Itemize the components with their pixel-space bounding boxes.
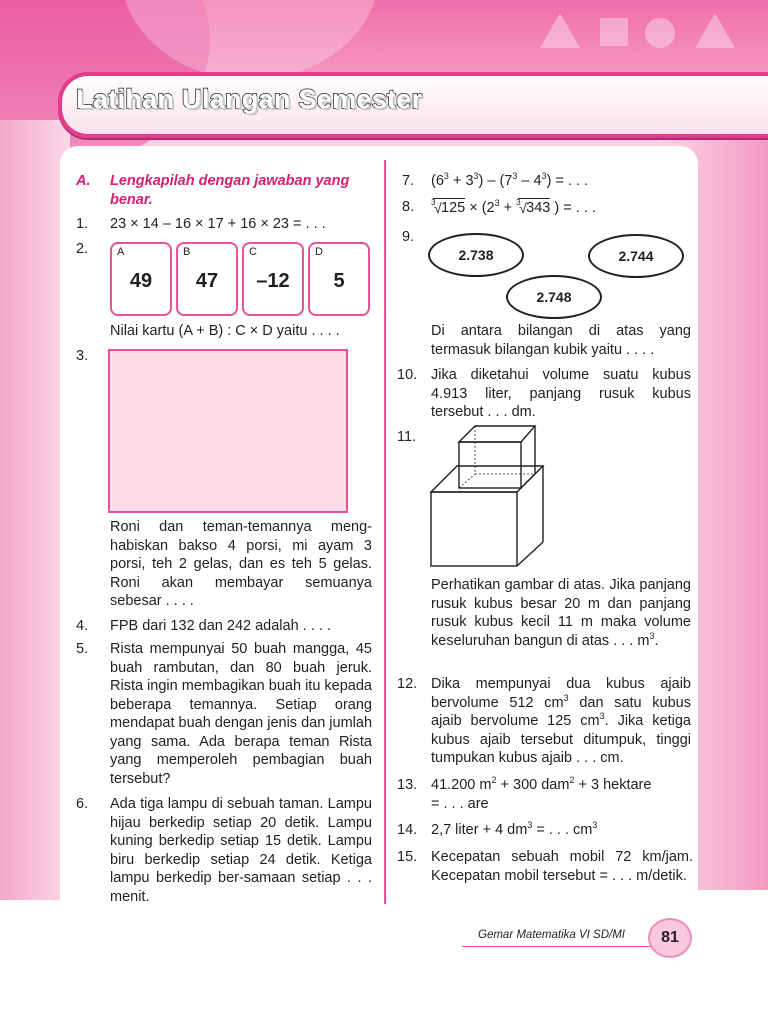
number-oval: 2.738: [428, 233, 524, 277]
question-13-text: 41.200 $m^2 + 300$ dam$^2$ + 3 hektare = . . . are: [431, 775, 652, 812]
question-7-text: $(6^3 + 3^3) - (7^3 - 4^3)$ = . . .: [431, 171, 589, 189]
instruction-line: Lengkapilah dengan jawaban yang: [110, 173, 350, 189]
card-value: 5: [333, 270, 345, 292]
question-6-text: Ada tiga lampu di sebuah taman. Lampu hijau berkedip setiap 20 detik. Lampu kuning berkedip setiap 15 detik. Lampu biru berkedip setiap 24 detik. Ketiga lampu berkedip ber-samaan setiap . . . menit.: [110, 796, 372, 905]
question-3-text: Roni dan teman-temannya meng-habiskan bakso 4 porsi, mi ayam 3 porsi, teh 2 gelas, dan es teh 5 gelas. Roni akan membayar semuanya sebesar . . . .: [110, 519, 372, 609]
card-value: 49: [129, 270, 153, 292]
card-a: [110, 242, 172, 316]
card-c: [242, 242, 304, 316]
q12-part: . Jika ketiga kubus ajaib tersebut ditumpuk, tinggi tumpukan kubus ajaib . . . cm.: [431, 713, 691, 766]
instruction-line: benar.: [110, 191, 153, 208]
question-9-text: Di antara bilangan di atas yang termasuk bilangan kubik yaitu . . . .: [431, 323, 691, 358]
price-list-image: [108, 349, 348, 513]
book-title: Gemar Matematika VI SD/MI: [478, 929, 625, 941]
question-8-text: 3 √ $125 \times (2^3$ + 3 √ 343 ) = . . .: [431, 198, 596, 216]
question-number: 13.: [397, 777, 418, 793]
question-number: 6.: [76, 796, 89, 812]
question-10-text: Jika diketahui volume suatu kubus 4.913 liter, panjang rusuk kubus tersebut . . . dm.: [431, 367, 691, 420]
card-d: [308, 242, 370, 316]
bottom-area: [0, 900, 768, 1024]
card-label: A: [117, 246, 125, 258]
question-number: 1.: [76, 216, 89, 232]
footer-rule: [462, 946, 672, 947]
question-number: 3.: [76, 348, 89, 364]
section-instruction: [110, 172, 378, 209]
question-number: 14.: [397, 822, 418, 838]
question-number: 11.: [397, 429, 417, 445]
question-14-text: 2,7 liter + 4 $dm^3$ = . . . $cm^3$: [431, 820, 598, 838]
question-number: 10.: [397, 367, 418, 383]
question-number: 5.: [76, 641, 89, 657]
card-value: –12: [256, 270, 290, 292]
q12-part: Dika mempunyai dua kubus ajaib bervolume 512 cm: [431, 676, 691, 711]
card-label: D: [315, 246, 323, 258]
page-number: 81: [648, 918, 692, 958]
question-1-text: 23 × 14 – 16 × 17 + 16 × 23 = . . .: [110, 216, 326, 232]
question-number: 4.: [76, 618, 89, 634]
card-value: 47: [195, 270, 219, 292]
question-number: 7.: [402, 173, 415, 189]
section-letter: A.: [76, 173, 91, 189]
question-number: 15.: [397, 849, 418, 865]
question-11-body: Perhatikan gambar di atas. Jika panjang rusuk kubus besar 20 m dan panjang rusuk kubus kecil 11 m maka volume keseluruhan bangun di atas: [431, 577, 691, 649]
stacked-cubes-figure: [425, 422, 545, 572]
question-15-text: Kecepatan sebuah mobil 72 km/jam. Kecepatan mobil tersebut = . . . m/detik.: [431, 849, 693, 884]
question-number: 2.: [76, 241, 89, 257]
question-2-text: Nilai kartu (A + B) : C × D yaitu . . . .: [110, 323, 340, 339]
decorative-shapes: [520, 8, 760, 68]
card-label: B: [183, 246, 191, 258]
question-5-text: Rista mempunyai 50 buah mangga, 45 buah rambutan, dan 80 buah jeruk. Rista ingin membagikan buah itu kepada beberapa temannya. Setiap orang mendapat buah dengan jenis dan jumlah yang sama. Ada berapa teman Rista yang memperoleh pembagian buah tersebut?: [110, 641, 373, 787]
column-divider: [384, 160, 386, 904]
card-b: [176, 242, 238, 316]
question-number: 8.: [402, 199, 415, 215]
question-4-text: FPB dari 132 dan 242 adalah . . . .: [110, 618, 331, 634]
q12-part: dan satu kubus ajaib bervolume 125 cm: [431, 694, 691, 729]
card-label: C: [249, 246, 257, 258]
number-oval: 2.744: [588, 234, 684, 278]
question-number: 9.: [402, 229, 415, 245]
question-11-text: Perhatikan gambar di atas. Jika panjang rusuk kubus besar 20 m dan panjang rusuk kubus kecil 11 m maka volume keseluruhan bangun di atas . . . $m^3$.: [431, 577, 691, 649]
question-12-text: Dika mempunyai dua kubus ajaib bervolume 512 $cm^3$ dan satu kubus ajaib bervolume 125 $cm^3$. Jika ketiga kubus ajaib tersebut ditumpuk, tinggi tumpukan kubus ajaib . . . cm.: [431, 676, 691, 766]
number-oval: 2.748: [506, 275, 602, 319]
page-title: Latihan Ulangan Semester: [76, 84, 423, 114]
question-number: 12.: [397, 676, 418, 692]
